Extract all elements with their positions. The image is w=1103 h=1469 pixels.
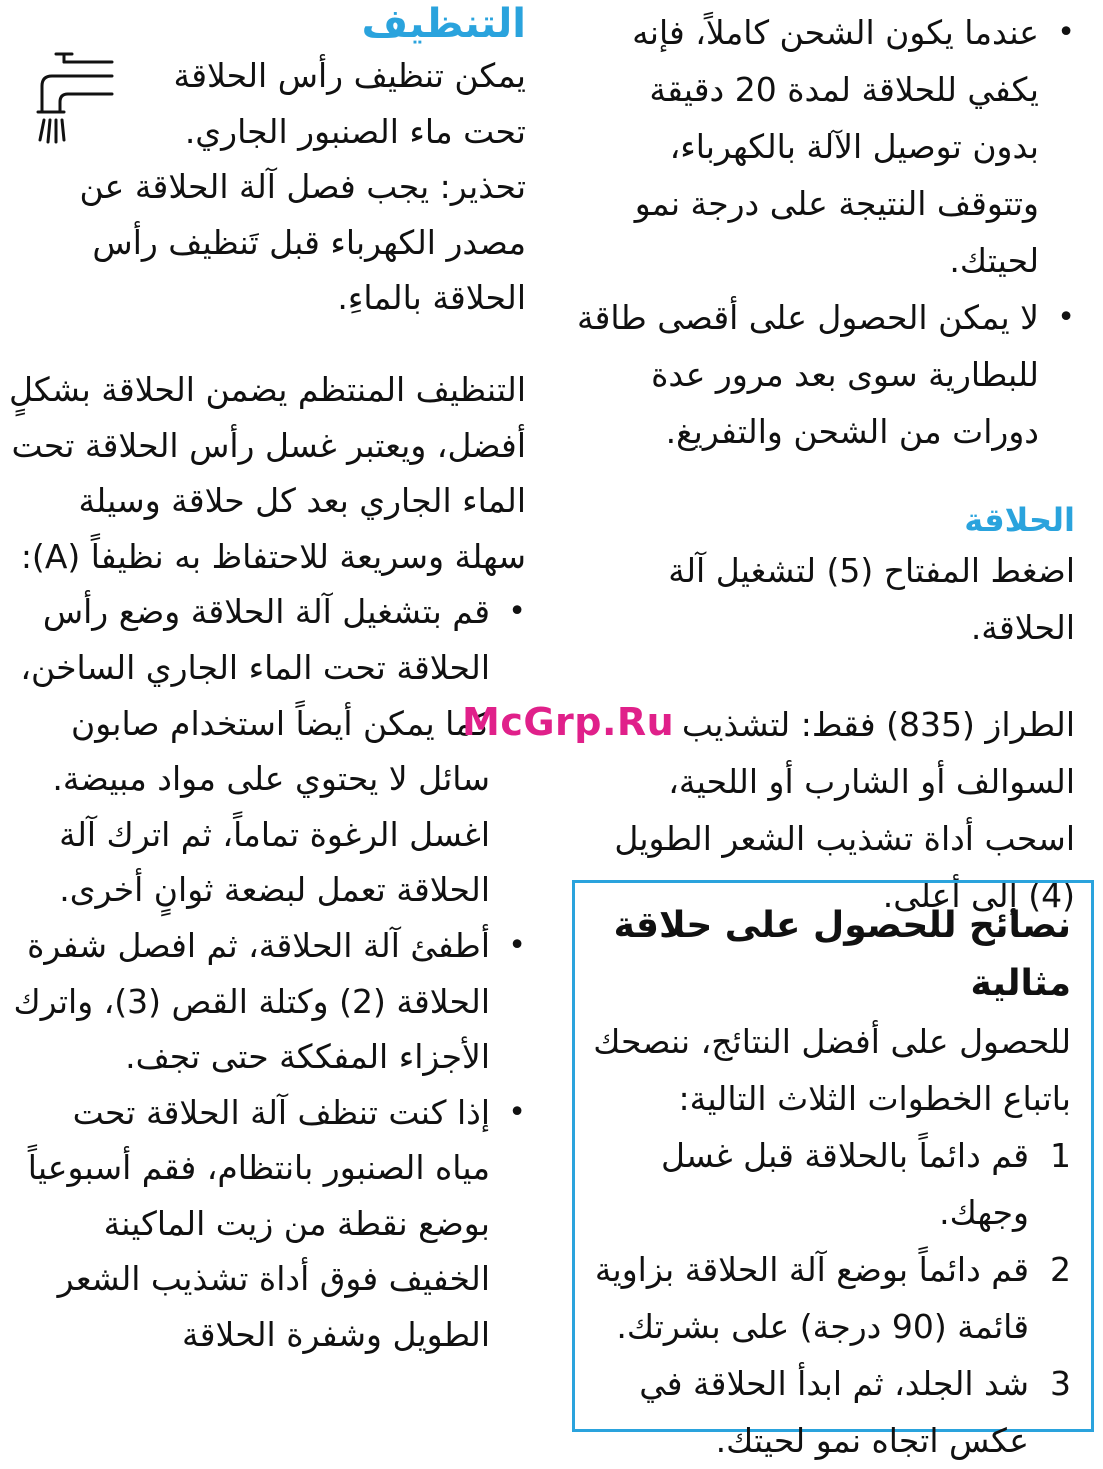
battery-notes-list xyxy=(575,4,1075,460)
tips-box xyxy=(572,880,1094,1460)
right-column xyxy=(575,4,1075,924)
bullet-symbol: • xyxy=(508,594,526,630)
cleaning-step-item xyxy=(8,918,526,1085)
bullet-symbol: • xyxy=(1057,300,1075,335)
step-text: قم دائماً بوضع آلة الحلاقة بزاوية قائمة (90 درجة) على بشرتك. xyxy=(594,1250,1029,1346)
cleaning-step-item xyxy=(8,584,526,918)
step-number: 2 xyxy=(1050,1250,1071,1289)
cleaning-step-text: أطفئ آلة الحلاقة، ثم افصل شفرة الحلاقة (2) وكتلة القص (3)، واترك الأجزاء المفككة حتى تجف. xyxy=(13,925,490,1077)
battery-note-item xyxy=(575,4,1075,289)
bullet-symbol: • xyxy=(508,927,526,963)
tips-step xyxy=(585,1241,1071,1355)
tips-steps-list xyxy=(585,1127,1071,1469)
cleaning-step-item xyxy=(8,1085,526,1363)
cleaning-steps-list xyxy=(8,584,526,1362)
water-tap-icon xyxy=(8,50,116,160)
spacer xyxy=(8,326,526,362)
left-column xyxy=(8,0,526,1363)
model-text: الطراز (835) فقط: لتشذيب السوالف أو الشارب أو اللحية، اسحب أداة تشذيب الشعر الطويل (4) إلى أعلى. xyxy=(614,705,1075,915)
cleaning-intro-block xyxy=(8,48,526,159)
cleaning-step-text: قم بتشغيل آلة الحلاقة وضع رأس الحلاقة تحت الماء الجاري الساخن، كما يمكن أيضاً استخدام صابون سائل لا يحتوي على مواد مبيضة. اغسل الرغوة تماماً، ثم اترك آلة الحلاقة تعمل لبضعة ثوانٍ أخرى. xyxy=(20,592,490,910)
step-number: 3 xyxy=(1050,1364,1071,1403)
battery-note-text: عندما يكون الشحن كاملاً، فإنه يكفي للحلاقة لمدة 20 دقيقة بدون توصيل الآلة بالكهرباء، وتتوقف النتيجة على درجة نمو لحيتك. xyxy=(632,13,1039,280)
shaving-text: اضغط المفتاح (5) لتشغيل آلة الحلاقة. xyxy=(668,551,1075,647)
battery-note-item xyxy=(575,289,1075,460)
step-text: قم دائماً بالحلاقة قبل غسل وجهك. xyxy=(660,1136,1029,1232)
regular-cleaning-text: التنظيف المنتظم يضمن الحلاقة بشكلٍ أفضل، ويعتبر غسل رأس الحلاقة تحت الماء الجاري بعد كل حلاقة وسيلة سهلة وسريعة للاحتفاظ به نظيفاً (A): xyxy=(8,369,526,576)
spacer xyxy=(575,656,1075,696)
bullet-symbol: • xyxy=(1057,15,1075,50)
site-watermark: McGrp.Ru xyxy=(462,700,675,744)
battery-note-text: لا يمكن الحصول على أقصى طاقة للبطارية سوى بعد مرور عدة دورات من الشحن والتفريغ. xyxy=(576,298,1039,451)
cleaning-warning: تحذير: يجب فصل آلة الحلاقة عن مصدر الكهرباء قبل تَنظيف رأس الحلاقة بالماءِ. xyxy=(79,167,526,318)
tips-intro: للحصول على أفضل النتائج، ننصحك باتباع الخطوات الثلاث التالية: xyxy=(593,1022,1071,1118)
step-text: شد الجلد، ثم ابدأ الحلاقة في عكس اتجاه نمو لحيتك. xyxy=(639,1364,1029,1460)
tips-title: نصائح للحصول على حلاقة مثالية xyxy=(613,905,1071,1004)
cleaning-intro-text: يمكن تنظيف رأس الحلاقة تحت ماء الصنبور الجاري. xyxy=(173,56,526,151)
cleaning-heading: التنظيف xyxy=(361,1,526,47)
step-number: 1 xyxy=(1050,1136,1071,1175)
bullet-symbol: • xyxy=(508,1094,526,1130)
shaving-heading: الحلاقة xyxy=(964,501,1075,539)
cleaning-step-text: إذا كنت تنظف آلة الحلاقة تحت مياه الصنبور بانتظام، فقم أسبوعياً بوضع نقطة من زيت الماكينة الخفيف فوق أداة تشذيب الشعر الطويل وشفرة الحلاقة xyxy=(27,1092,490,1355)
tips-step xyxy=(585,1355,1071,1469)
tips-step xyxy=(585,1127,1071,1241)
